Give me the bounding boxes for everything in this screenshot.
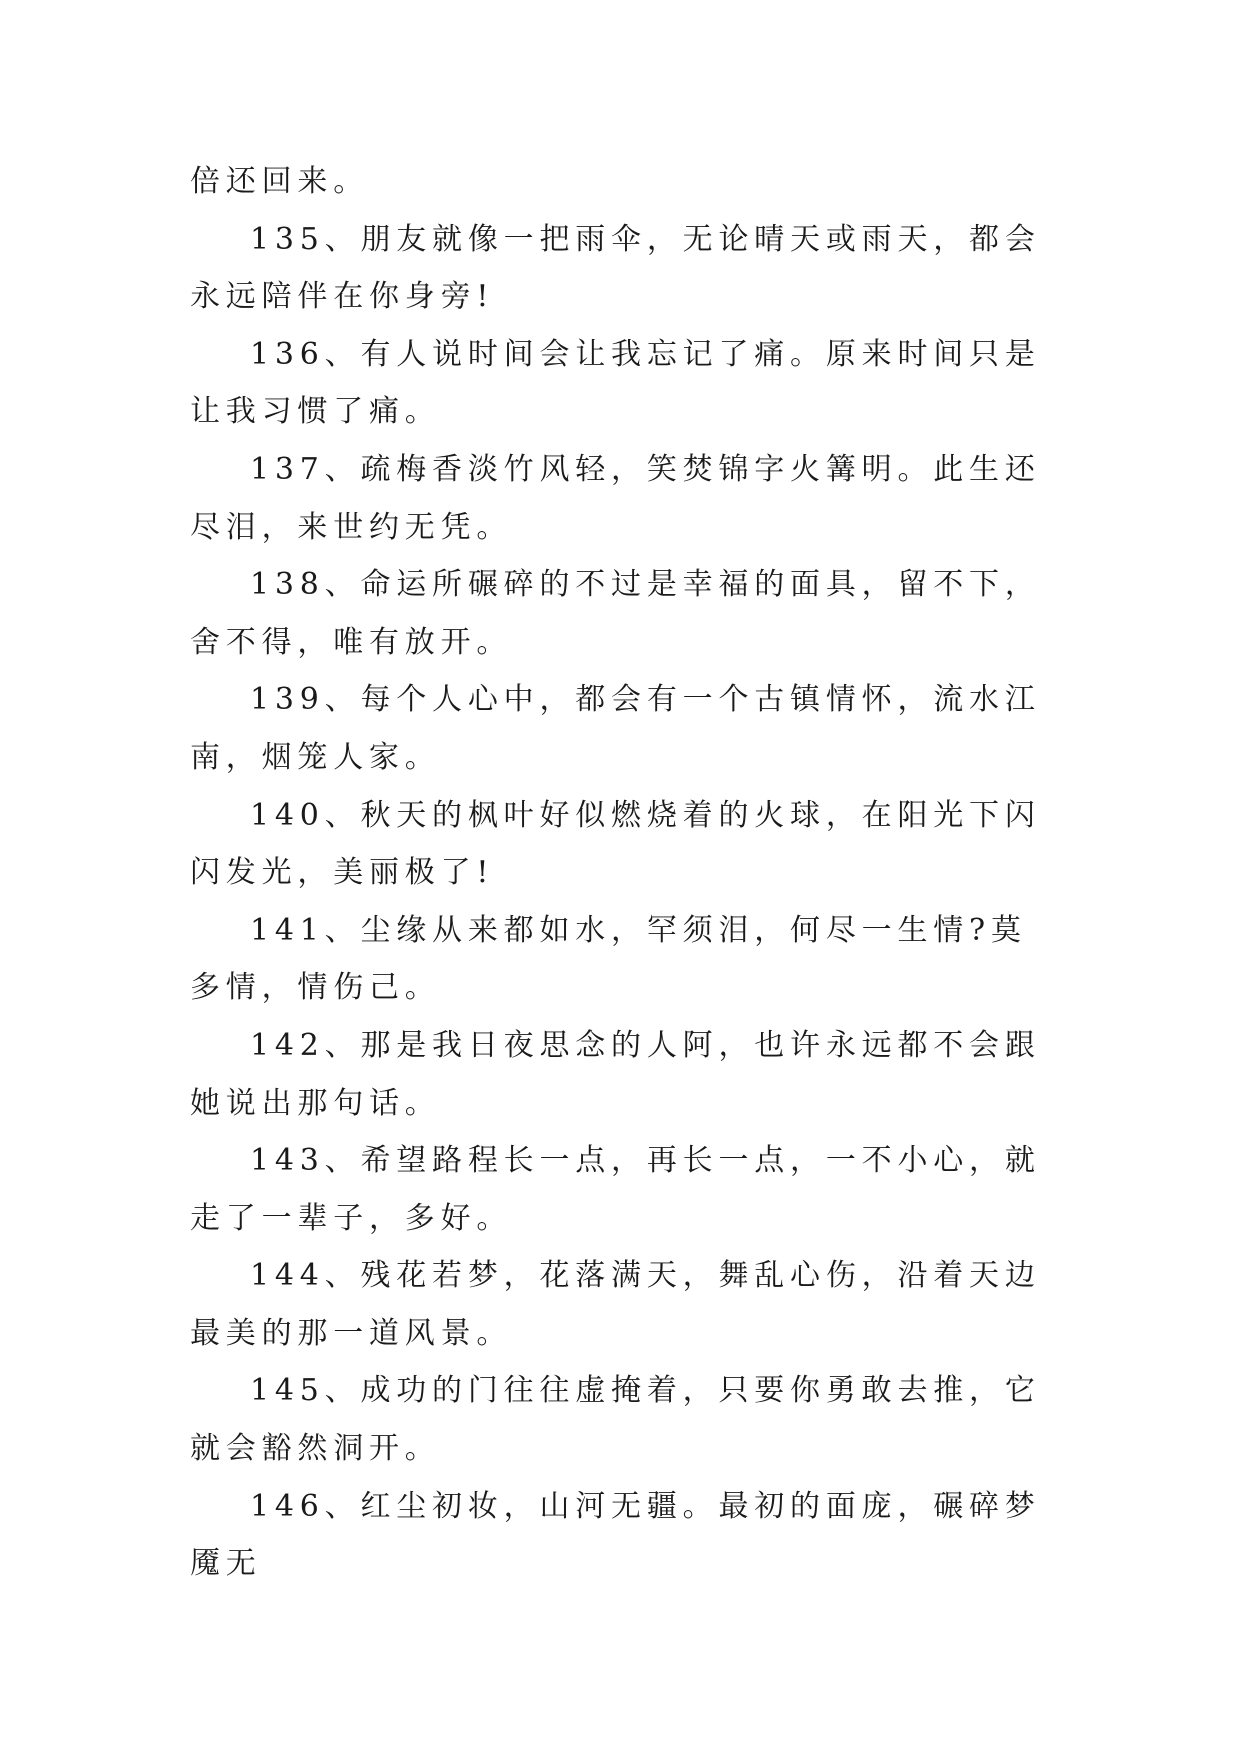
paragraph-138: 138、命运所碾碎的不过是幸福的面具，留不下，舍不得，唯有放开。	[190, 567, 1041, 660]
paragraph-139: 139、每个人心中，都会有一个古镇情怀，流水江南，烟笼人家。	[190, 682, 1041, 775]
paragraph-141: 141、尘缘从来都如水，罕须泪，何尽一生情?莫多情，情伤己。	[190, 912, 1027, 1006]
paragraph-142: 142、那是我日夜思念的人阿，也许永远都不会跟她说出那句话。	[190, 1027, 1041, 1121]
paragraph-135: 135、朋友就像一把雨伞，无论晴天或雨天，都会永远陪伴在你身旁!	[190, 221, 1041, 315]
paragraph-140: 140、秋天的枫叶好似燃烧着的火球，在阳光下闪闪发光，美丽极了!	[190, 797, 1041, 891]
paragraph-136: 136、有人说时间会让我忘记了痛。原来时间只是让我习惯了痛。	[190, 336, 1041, 430]
paragraph-146: 146、红尘初妆，山河无疆。最初的面庞，碾碎梦魇无	[190, 1488, 1041, 1582]
paragraph-145: 145、成功的门往往虚掩着，只要你勇敢去推，它就会豁然洞开。	[190, 1373, 1041, 1467]
document-body	[190, 153, 1050, 1593]
paragraph-continuation: 倍还回来。	[190, 164, 369, 199]
paragraph-144: 144、残花若梦，花落满天，舞乱心伤，沿着天边最美的那一道风景。	[190, 1258, 1041, 1351]
paragraph-137: 137、疏梅香淡竹风轻，笑焚锦字火篝明。此生还尽泪，来世约无凭。	[190, 451, 1041, 545]
paragraph-143: 143、希望路程长一点，再长一点，一不小心，就走了一辈子，多好。	[190, 1143, 1041, 1236]
